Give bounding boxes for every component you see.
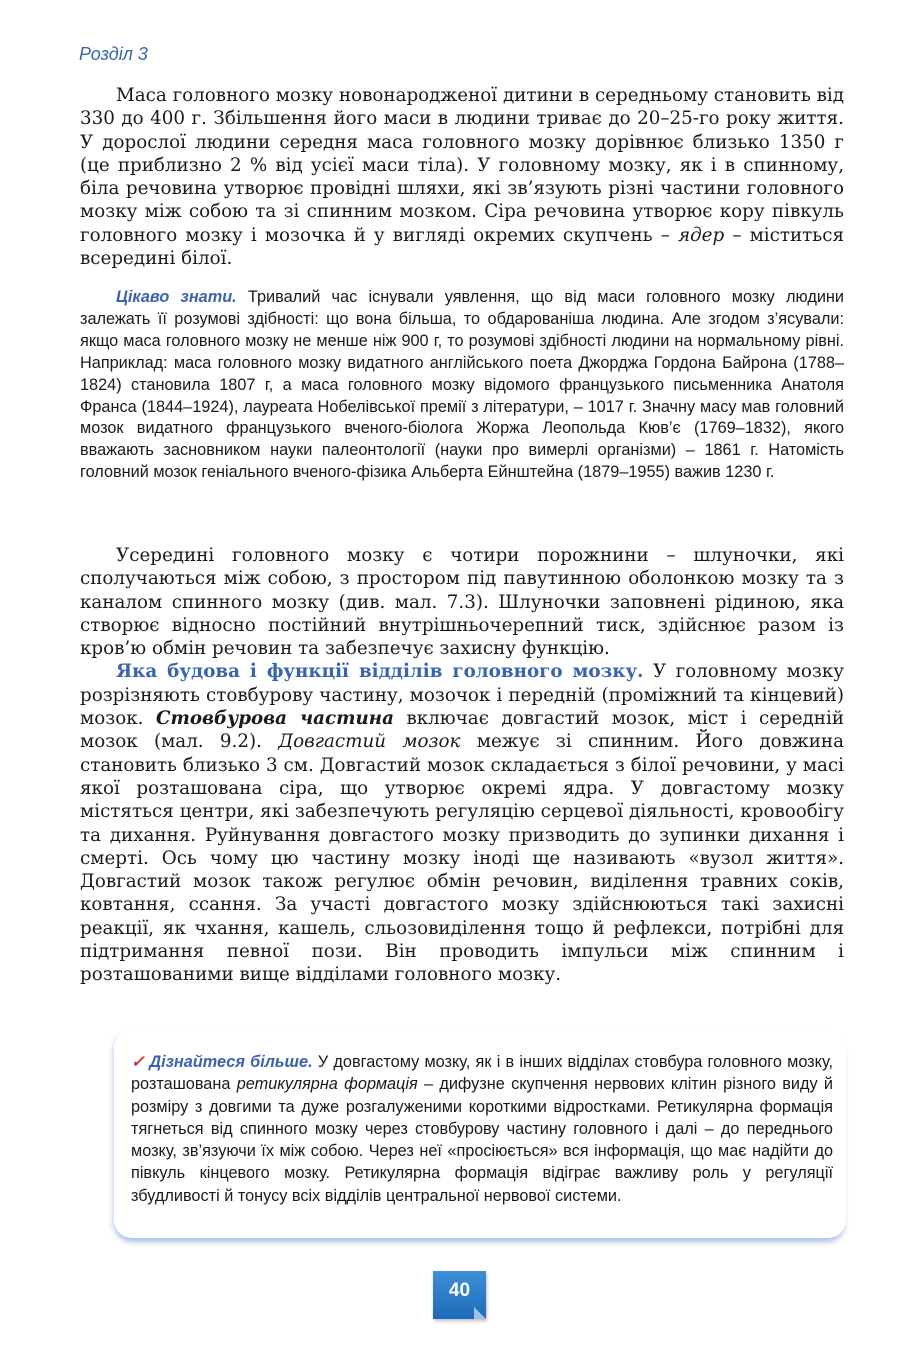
paragraph-text: межує зі спинним. Його довжина становить близько 3 см. Довгастий мозок складається з білої речовини, у масі якої розташована сіра, що утворює окремі ядра. У довгастому мозку містяться центри, які забезпечують регуляцію серцевої діяльності, кровообігу та дихання. Руйнування довгастого мозку призводить до зупинки дихання і смерті. Ось чому цю частину мозку іноді ще називають «вузол життя». Довгастий мозок також регулює обмін речовин, виділення травних соків, ковтання, ссання. За участі довгастого мозку здійснюються такі захисні реакції, як чхання, кашель, сльозовиділення тощо й рефлекси, потрібні для підтримання певної пози. Він проводить імпульси між спинним і розташованими вище відділами головного мозку.	[80, 731, 844, 986]
paragraph-text-end: – міститься всередині білої.	[80, 224, 845, 270]
paragraph-text: Маса головного мозку новонародженої дитини в середньому становить від 330 до 400 г. Збільшення його маси в людини триває до 20–25-го року життя. У дорослої людини середня маса головного мозку дорівнює близько 1350 г (це приблизно 2 % від усієї маси тіла). У головному мозку, як і в спинному, біла речовина утворює провідні шляхи, які зв’язують різні частини головного мозку між собою та зі спинним мозком. Сіра речовина утворює кору півкуль головного мозку і мозочка й у вигляді окремих скупчень –	[80, 85, 844, 246]
learn-more-lead: Дізнайтеся більше.	[149, 1053, 313, 1071]
page-number-badge	[433, 1271, 486, 1319]
paragraph-text: У головному мозку розрізняють стовбурову частину, мозочок і передній (проміжний та кінцевий) мозок.	[80, 661, 845, 730]
paragraph-text: включає довгастий мозок, міст і середній мозок (мал. 9.2).	[80, 708, 845, 753]
interesting-fact-box	[80, 287, 844, 484]
term-medulla: Довгастий мозок	[278, 731, 461, 753]
term-brainstem: Стовбурова частина	[155, 708, 394, 730]
term-reticular-formation: ретикулярна формація	[236, 1075, 418, 1094]
chapter-label: Розділ 3	[79, 44, 148, 64]
interesting-fact-lead: Цікаво знати.	[116, 288, 237, 306]
checkmark-icon: ✓	[131, 1053, 146, 1071]
page-number: 40	[448, 1280, 471, 1301]
paragraph-ventricles: Усередині головного мозку є чотири порожнини – шлуночки, які сполучаються між собою, з простором під павутинною оболонкою мозку та з каналом спинного мозку (див. мал. 7.3). Шлуночки заповнені рідиною, яка створює відносно постійний внутрішньочерепний тиск, здійснює разом із кров’ю обмін речовин та забезпечує захисну функцію.	[80, 545, 844, 660]
term-nuclei: ядер	[677, 224, 725, 246]
callout-text: – дифузне скупчення нервових клітин різного виду й розміру з довгими та дуже розгалуженими короткими відростками. Ретикулярна формація тягнеться від спинного мозку через стовбурову частину головного і далі – до переднього мозку, зв’язуючи їх між собою. Через неї «просіюється» вся інформація, що має надійти до півкуль кінцевого мозку. Ретикулярна формація відіграє важливу роль у регуляції збудливості й тонусу всіх відділів центральної нервової системи.	[131, 1075, 833, 1205]
interesting-fact-text: Тривалий час існували уявлення, що від маси головного мозку людини залежать її розумові здібності: що вона більша, то обдарованіша людина. Але згодом з’ясували: якщо маса головного мозку не менше ніж 900 г, то розумові здібності людини на нормальному рівні. Наприклад: маса головного мозку видатного англійського поета Джорджа Гордона Байрона (1788–1824) становила 1807 г, а маса головного мозку відомого французького письменника Анатоля Франса (1844–1924), лауреата Нобелівської премії з літератури, – 1017 г. Значну масу мав головний мозок видатного французького вченого-біолога Жоржа Леопольда Кюв’є (1769–1832), якого вважають засновником науки палеонтології (науки про вимерлі організми) – 1861 г. Натомість головний мозок геніального вченого-фізика Альберта Ейнштейна (1879–1955) важив 1230 г.	[80, 288, 845, 482]
section-heading: Яка будова і функції відділів головного мозку.	[116, 661, 644, 683]
learn-more-text	[131, 1051, 833, 1207]
paragraph-brain-mass	[80, 84, 844, 270]
main-text-section	[80, 544, 844, 987]
callout-text: У довгастому мозку, як і в інших відділах стовбура головного мозку, розташована	[131, 1053, 833, 1094]
paragraph-brain-structure	[80, 660, 844, 986]
